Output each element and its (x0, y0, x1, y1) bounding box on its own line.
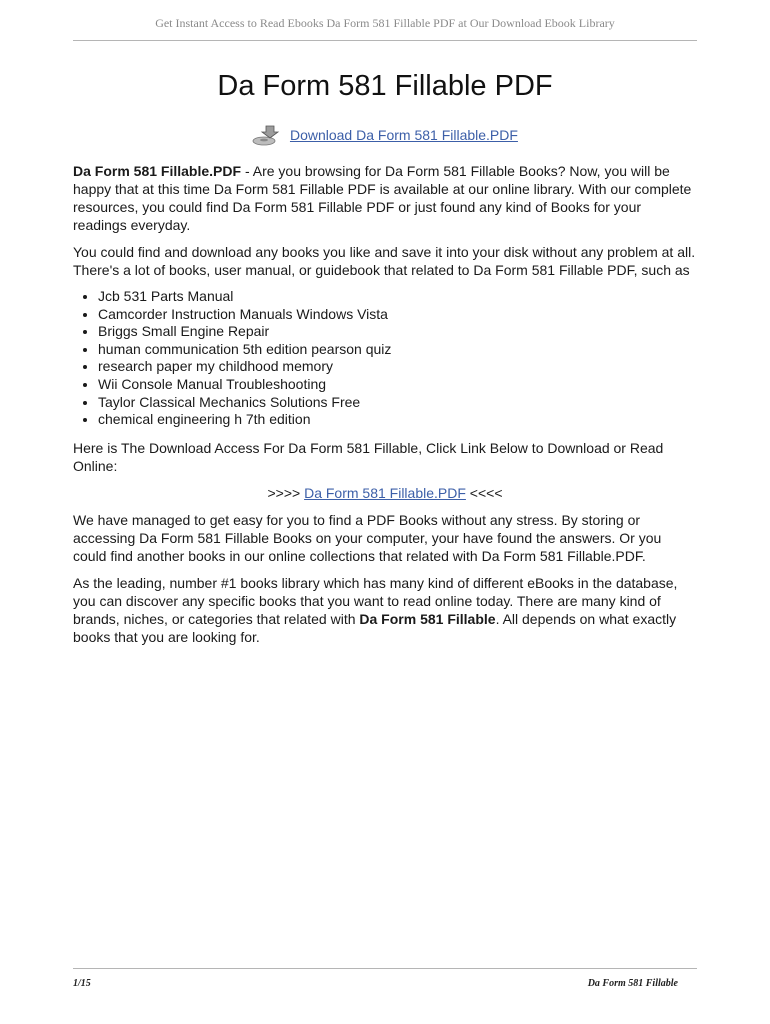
list-item: • chemical engineering h 7th edition (98, 411, 697, 429)
intro-bold-title: Da Form 581 Fillable.PDF (73, 163, 242, 179)
list-item: • Briggs Small Engine Repair (98, 323, 697, 341)
library-text-before: As the leading, number #1 books library which has many kind of different eBooks in the database, you can discover any specific books that you want to read online today. There are many kind of brands, niches, or categories that related with (73, 574, 678, 627)
list-item: • Taylor Classical Mechanics Solutions Free (98, 394, 697, 412)
list-item: • Camcorder Instruction Manuals Windows Vista (98, 306, 697, 324)
read-online-link[interactable]: Da Form 581 Fillable.PDF (304, 484, 466, 501)
page-title: Da Form 581 Fillable PDF (217, 70, 553, 102)
header-divider (73, 40, 697, 41)
page-number: 1/15 (73, 978, 91, 989)
paragraph-easy-access: We have managed to get easy for you to find a PDF Books without any stress. By storing or accessing Da Form 581 Fillable Books on your computer, your have found the answers. Or you could find another books in our online collections that related with Da Form 581 Fillable.PDF. (73, 511, 662, 564)
list-item: • research paper my childhood memory (98, 358, 697, 376)
download-line (73, 124, 697, 149)
document-body (73, 162, 697, 655)
page-header: Get Instant Access to Read Ebooks Da Form 581 Fillable PDF at Our Download Ebook Library (155, 16, 615, 30)
footer-divider (73, 968, 697, 969)
center-link-suffix: <<<< (465, 484, 503, 501)
download-pdf-link[interactable]: Download Da Form 581 Fillable.PDF (289, 127, 518, 144)
related-books-list (73, 288, 697, 429)
intro-text: - Are you browsing for Da Form 581 Fillable Books? Now, you will be happy that at this time Da Form 581 Fillable PDF is available at our online library. With our complete resources, you could find Da Form 581 Fillable PDF or just found any kind of Books for your readings everyday. (73, 163, 692, 233)
library-bold-title: Da Form 581 Fillable (359, 610, 496, 627)
library-text-after: . All depends on what exactly books that you are looking for. (73, 610, 677, 645)
footer-title: Da Form 581 Fillable (587, 978, 678, 989)
paragraph-download-access: Here is The Download Access For Da Form 581 Fillable, Click Link Below to Download or Read Online: (73, 439, 664, 474)
center-link-line (73, 484, 697, 502)
list-item: • Jcb 531 Parts Manual (98, 288, 697, 306)
intro-paragraph (73, 162, 697, 234)
download-disk-icon (252, 124, 280, 149)
paragraph-library (73, 574, 697, 646)
center-link-prefix: >>>> (267, 484, 305, 501)
paragraph-books-intro: You could find and download any books you like and save it into your disk without any problem at all. There's a lot of books, user manual, or guidebook that related to Da Form 581 Fillable PDF, such as (73, 244, 696, 278)
list-item: • human communication 5th edition pearson quiz (98, 341, 697, 359)
list-item: • Wii Console Manual Troubleshooting (98, 376, 697, 394)
